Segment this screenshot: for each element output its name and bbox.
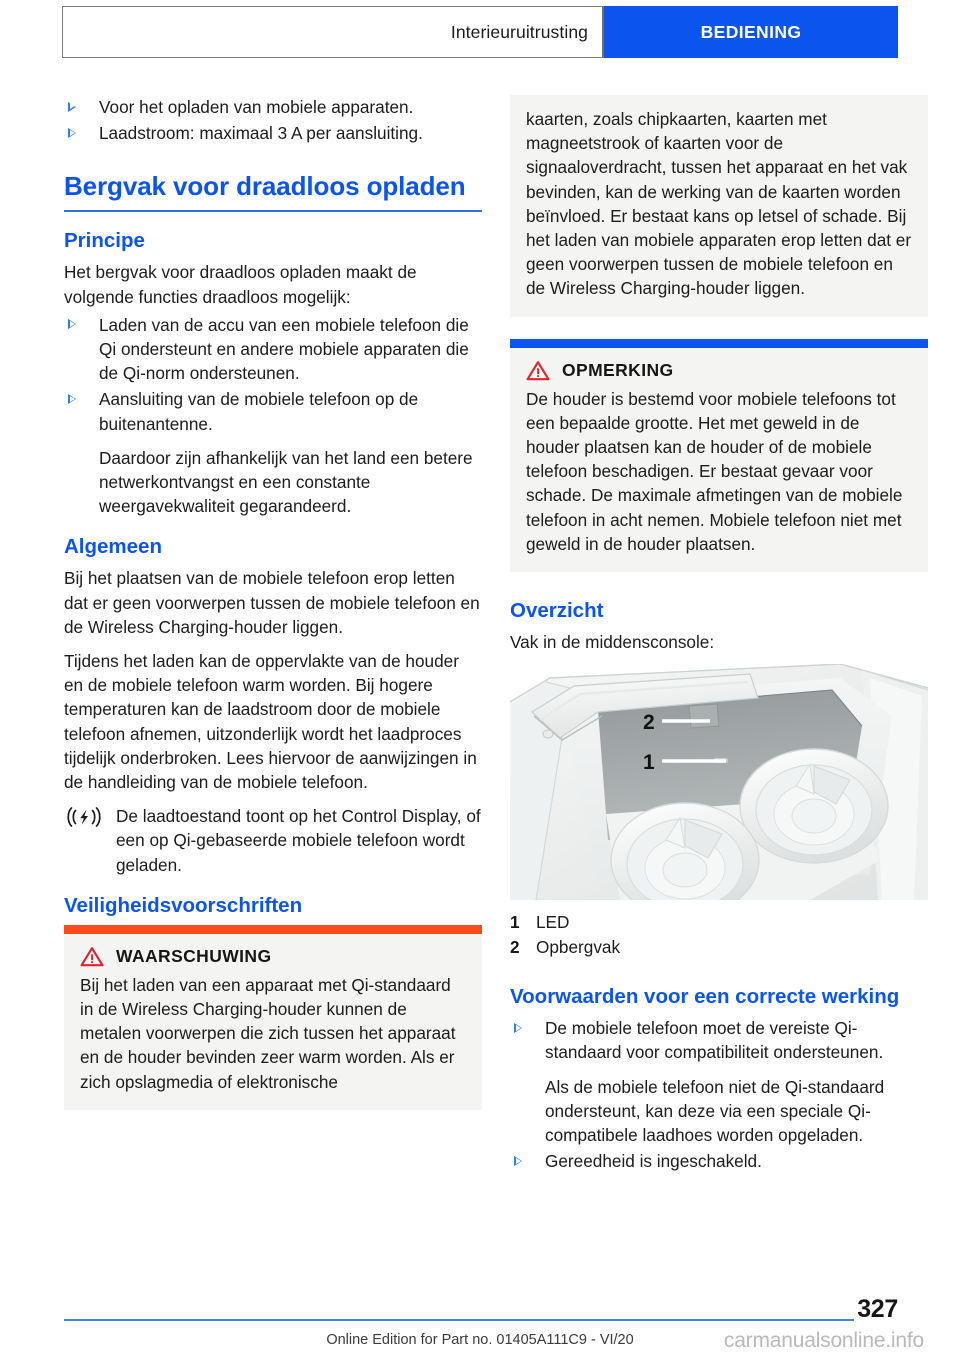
edition-text: Online Edition for Part no. 01405A111C9 - VI/20 [326,1332,634,1348]
callout-header [526,360,912,381]
legend-item [510,910,928,935]
list-item-text: De mobiele telefoon moet de vereiste Qi-standaard voor compatibiliteit ondersteunen. [545,1018,884,1063]
legend-label: Opbergvak [536,937,621,958]
principe-bullet-list [64,313,482,519]
callout-accent-bar [510,339,928,348]
callout-accent-bar [64,925,482,934]
wireless-charging-note-text: De laadtoestand toont op het Control Display, of een op Qi-gebaseerde mobiele telefoon wordt geladen. [116,806,481,875]
title-divider [64,210,482,212]
list-item-text: Voor het opladen van mobiele apparaten. [99,97,414,117]
principe-intro: Het bergvak voor draadloos opladen maakt de volgende functies draadloos mogelijk: [64,262,417,307]
bullet-triangle-icon [68,128,76,138]
algemeen-paragraph-2: Tijdens het laden kan de oppervlakte van de houder en de mobiele telefoon warm worden. Bij hogere temperaturen kan de laadstroom door de mobiele telefoon afnemen, uitzonderlijk wordt het laadproces tijdelijk onderbroken. Lees hiervoor de aanwijzingen in de handleiding van de mobiele telefoon. [64,651,477,793]
page-number: 327 [857,1295,898,1323]
list-item-continuation: Daardoor zijn afhankelijk van het land een betere netwerkontvangst en een constante weergavekwaliteit gegarandeerd. [99,447,473,517]
legend-item [510,935,928,960]
breadcrumb-label: Interieuruitrusting [450,21,588,42]
section-tab-label: BEDIENING [700,21,802,42]
legend-number: 1 [510,912,520,933]
bullet-triangle-icon [514,1156,522,1166]
callout-body [510,348,928,572]
bullet-triangle-icon [68,320,76,330]
note-callout [510,339,928,572]
callout-continued-text: kaarten, zoals chipkaarten, kaarten met magneetstrook of kaarten voor de signaaloverdracht, tussen het apparaat en het vak bevinden, kan de werking van de kaarten worden beïnvloed. Er bestaat kans op letsel of schade. Bij het laden van mobiele apparaten erop letten dat er geen voorwerpen tussen de mobiele telefoon en de Wireless Charging-houder liggen. [526,109,912,299]
svg-text:2: 2 [643,711,655,735]
footer-divider [64,1319,854,1321]
right-column [510,95,928,1175]
callout-text: Bij het laden van een apparaat met Qi-standaard in de Wireless Charging-houder kunnen de metalen voorwerpen die zich tussen het apparaat en de houder bevinden zeer warm worden. Als er zich opslagmedia of elektronische [80,974,456,1092]
figure-legend [510,910,928,960]
wireless-charging-icon [64,806,104,834]
list-item [64,387,482,518]
list-item [64,313,482,386]
warning-triangle-icon [80,946,104,967]
warning-callout [64,925,482,1110]
list-item [64,95,482,119]
heading-overzicht: Overzicht [510,599,604,623]
page-header [62,6,898,58]
list-item-text: Aansluiting van de mobiele telefoon op de buitenantenne. [99,389,419,434]
warning-callout-continued [510,95,928,317]
list-item-text: Laden van de accu van een mobiele telefoon die Qi ondersteunt en andere mobiele apparaten die de Qi-norm ondersteunen. [99,314,469,384]
legend-label: LED [536,912,570,933]
list-item [510,1016,928,1147]
list-item-text: Laadstroom: maximaal 3 A per aansluiting. [99,123,423,144]
wireless-charging-note [64,804,482,877]
voorwaarden-bullet-list [510,1016,928,1173]
overzicht-caption: Vak in de middensconsole: [510,632,715,653]
callout-text: De houder is bestemd voor mobiele telefoons tot een bepaalde grootte. Het met geweld in de houder plaatsen kan de houder of de mobiele telefoon beschadigen. Er bestaat gevaar voor schade. De maximale afmetingen van de mobiele telefoon in acht nemen. Mobiele telefoon niet met geweld in de houder plaatsen. [526,388,903,554]
list-item-text: Gereedheid is ingeschakeld. [545,1151,762,1172]
heading-voorwaarden: Voorwaarden voor een correcte werking [510,985,900,1009]
bullet-triangle-icon [68,394,76,404]
heading-algemeen: Algemeen [64,535,162,559]
bullet-triangle-icon [514,1023,522,1033]
breadcrumb [62,6,604,58]
heading-principe: Principe [64,229,145,253]
callout-header [80,946,466,967]
list-item [510,1149,928,1173]
bullet-triangle-icon [68,102,76,112]
heading-veiligheidsvoorschriften: Veiligheidsvoorschriften [64,893,303,917]
watermark: carmanualsonline.info [723,1329,924,1352]
center-console-storage-compartment-illustration [510,664,928,900]
warning-triangle-icon [526,360,550,381]
callout-label: OPMERKING [562,359,674,380]
list-item-continuation: Als de mobiele telefoon niet de Qi-standaard ondersteunt, kan deze via een speciale Qi-compatibele laadhoes worden opgeladen. [545,1076,885,1146]
callout-label: WAARSCHUWING [116,945,272,966]
algemeen-paragraph-1: Bij het plaatsen van de mobiele telefoon erop letten dat er geen voorwerpen tussen de mobiele telefoon en de Wireless Charging-houder liggen. [64,568,480,637]
callout-body [64,934,482,1110]
svg-text:1: 1 [643,751,655,775]
list-item [64,121,482,145]
top-bullet-list [64,95,482,145]
section-tab [604,6,898,58]
legend-number: 2 [510,937,520,958]
page-title: Bergvak voor draadloos opladen [64,171,466,202]
left-column [64,95,482,1110]
